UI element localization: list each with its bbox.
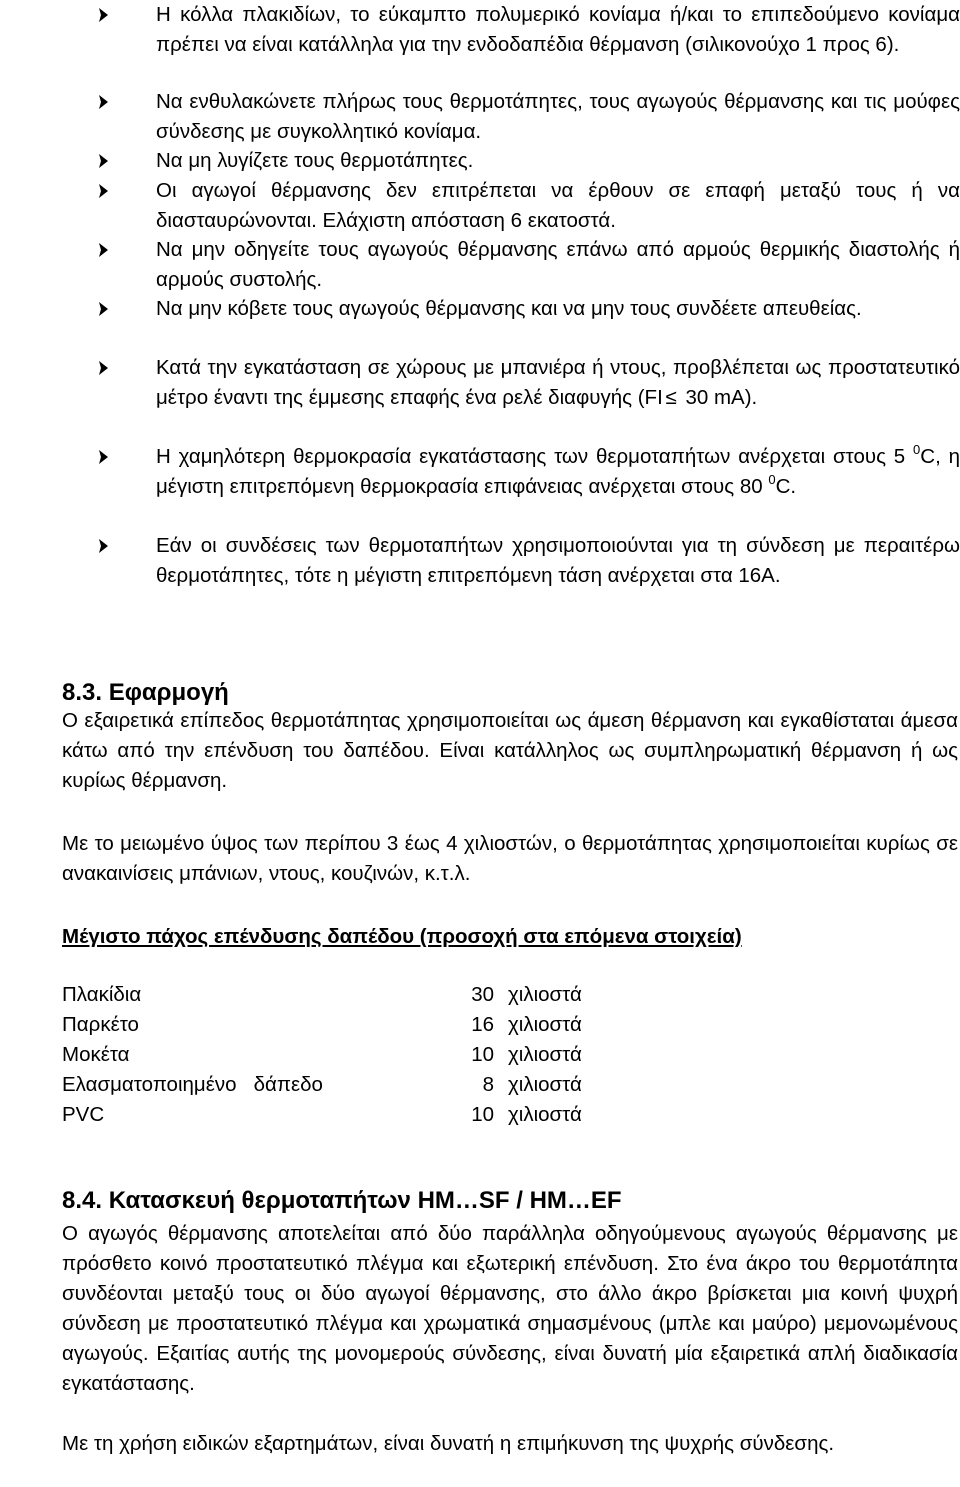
unit-cell: χιλιοστά	[508, 1103, 582, 1126]
value-cell: 10	[471, 1043, 494, 1066]
unit-cell: χιλιοστά	[508, 983, 582, 1006]
list-item-text: Να μην οδηγείτε τους αγωγούς θέρμανσης επάνω από αρμούς θερμικής διαστολής ή αρμούς συστολής.	[156, 238, 960, 291]
list-item-text: Εάν οι συνδέσεις των θερμοταπήτων χρησιμοποιούνται για τη σύνδεση με περαιτέρω θερμοτάπητες, τότε η μέγιστη επιτρεπόμενη τάση ανέρχεται στα 16Α.	[156, 534, 960, 587]
list-item	[0, 531, 960, 591]
paragraph: Ο εξαιρετικά επίπεδος θερμοτάπητας χρησιμοποιείται ως άμεση θέρμανση και εγκαθίσταται άμεσα κάτω από την επένδυση του δαπέδου. Είναι κατάλληλος ως συμπληρωματική θέρμανση ή ως κυρίως θέρμανση.	[62, 709, 958, 792]
value-cell: 30	[471, 983, 494, 1006]
paragraph: Με το μειωμένο ύψος των περίπου 3 έως 4 χιλιοστών, ο θερμοτάπητας χρησιμοποιείται κυρίως σε ανακαινίσεις μπάνιων, ντους, κουζινών, κ.τ.λ.	[62, 832, 958, 885]
list-item	[0, 442, 960, 502]
material-cell: Ελασματοποιημένο δάπεδο	[62, 1073, 323, 1096]
list-item-text: Οι αγωγοί θέρμανσης δεν επιτρέπεται να έρθουν σε επαφή μεταξύ τους ή να διασταυρώνονται. Ελάχιστη απόσταση 6 εκατοστά.	[156, 179, 960, 232]
bullet-icon	[97, 243, 110, 257]
material-cell: Μοκέτα	[62, 1043, 130, 1066]
paragraph: Ο αγωγός θέρμανσης αποτελείται από δύο παράλληλα οδηγούμενους αγωγούς θέρμανσης με πρόσθετο κοινό προστατευτικό πλέγμα και εξωτερική επένδυση. Στο ένα άκρο του θερμοτάπητα συνδέονται μεταξύ τους οι δύο αγωγοί θέρμανσης, στο άλλο άκρο βρίσκεται μια κοινή ψυχρή σύνδεση με προστατευτικό πλέγμα και χρωματικά σημασμένους (μπλε και μαύρο) μεμονωμένους αγωγούς. Εξαιτίας αυτής της μονομερούς σύνδεσης, είναι δυνατή μία εξαιρετικά απλή διαδικασία εγκατάστασης.	[62, 1222, 958, 1395]
list-item	[0, 0, 960, 60]
material-cell: PVC	[62, 1103, 105, 1126]
bullet-icon	[97, 184, 110, 198]
bullet-icon	[97, 302, 110, 316]
bullet-icon	[97, 154, 110, 168]
list-item	[0, 353, 960, 413]
list-item	[0, 294, 960, 324]
unit-cell: χιλιοστά	[508, 1073, 582, 1096]
bullet-icon	[97, 539, 110, 553]
paragraph: Με τη χρήση ειδικών εξαρτημάτων, είναι δυνατή η επιμήκυνση της ψυχρής σύνδεσης.	[62, 1432, 835, 1455]
value-cell: 8	[482, 1073, 494, 1096]
list-item-text: Να μη λυγίζετε τους θερμοτάπητες.	[156, 149, 474, 172]
less-or-equal-symbol: ≤	[665, 386, 677, 409]
list-item-text: Η χαμηλότερη θερμοκρασία εγκατάστασης των θερμοταπήτων ανέρχεται στους 5 $^0$C, η μέγιστη επιτρεπόμενη θερμοκρασία επιφάνειας ανέρχεται στους 80 $^0$C.	[156, 442, 960, 498]
bullet-icon	[97, 361, 110, 375]
table-caption: Μέγιστο πάχος επένδυσης δαπέδου (προσοχή στα επόμενα στοιχεία)	[62, 925, 742, 948]
material-cell: Παρκέτο	[62, 1013, 139, 1036]
list-item-text: Να ενθυλακώνετε πλήρως τους θερμοτάπητες, τους αγωγούς θέρμανσης και τις μούφες σύνδεσης με συγκολλητικό κονίαμα.	[156, 90, 960, 143]
list-item	[0, 87, 960, 147]
unit-cell: χιλιοστά	[508, 1013, 582, 1036]
section-heading-8-4: 8.4. Κατασκευή θερμοταπήτων HM…SF / HM…EF	[62, 1187, 622, 1214]
section-heading-8-3: 8.3. Εφαρμογή	[62, 679, 229, 706]
list-item	[0, 146, 960, 176]
list-item-text: Κατά την εγκατάσταση σε χώρους με μπανιέρα ή ντους, προβλέπεται ως προστατευτικό μέτρο έναντι της έμμεσης επαφής ένα ρελέ διαφυγής (FI ≤ 30 mA).	[156, 356, 960, 409]
material-cell: Πλακίδια	[62, 983, 142, 1006]
bullet-icon	[97, 95, 110, 109]
bullet-icon	[97, 8, 110, 22]
value-cell: 16	[471, 1013, 494, 1036]
value-cell: 10	[471, 1103, 494, 1126]
list-item-text: Να μην κόβετε τους αγωγούς θέρμανσης και να μην τους συνδέετε απευθείας.	[156, 297, 862, 320]
list-item	[0, 235, 960, 295]
bullet-icon	[97, 450, 110, 464]
list-item-text: Η κόλλα πλακιδίων, το εύκαμπτο πολυμερικό κονίαμα ή/και το επιπεδούμενο κονίαμα πρέπει να είναι κατάλληλα για την ενδοδαπέδια θέρμανση (σιλικονούχο 1 προς 6).	[156, 3, 960, 56]
unit-cell: χιλιοστά	[508, 1043, 582, 1066]
list-item	[0, 176, 960, 236]
